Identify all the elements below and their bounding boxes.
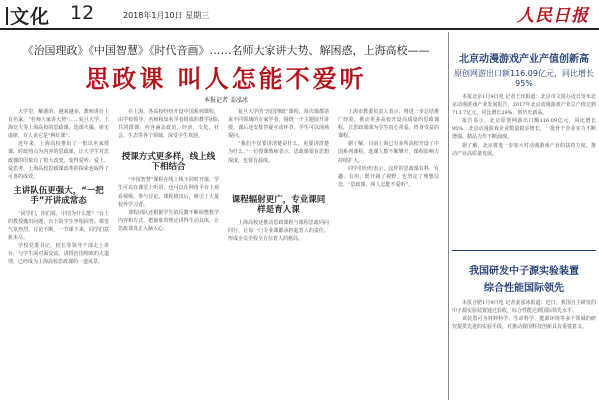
- section-name: [6, 2, 50, 29]
- article-column-3: [228, 108, 329, 398]
- article-body: [8, 108, 440, 398]
- section-label: 文化: [10, 6, 51, 28]
- paragraph: “同学们，你们说，中国为什么能？”台上的教授抛出问题，台下的学生争相回答。课堂气氛热烈，讨论不断，一节课下来，同学们意犹未尽。: [8, 210, 109, 242]
- newspaper-logo: 人民日报: [517, 6, 589, 26]
- paragraph: 复旦大学的“治国理政”课程，每次课都请来不同领域的专家学者，围绕一个主题展开讲授，课后还安排答疑互动环节，学生可以现场提问。: [228, 109, 329, 140]
- article-headline: 思政课 叫人怎能不爱听: [85, 65, 367, 93]
- paragraph: “中国智慧”课程在线上线下同时开课，学生可以在课堂上听讲，也可以在网络平台上观看视频、参与讨论。课程推出后，吸引了大量校外学习者。: [118, 177, 219, 208]
- sidebar-article-science: [452, 262, 596, 399]
- article-deck: 《治国理政》《中国智慧》《时代音画》……名师大家讲大势、解困惑，上海高校——: [22, 44, 430, 57]
- paragraph: 上海高校还推动思政课程与课程思政同向同行，让每一门专业课都承担起育人的责任，形成全员全程全方位育人的格局。: [228, 219, 329, 242]
- sidebar-title-line2: 综合性能国际领先: [484, 283, 564, 294]
- subheading: 课程辐射更广，专业课同样是育人课: [231, 194, 326, 215]
- masthead: [0, 0, 599, 28]
- subheading: 主讲队伍更强大，“一把手”开讲成常态: [13, 185, 104, 206]
- paragraph: 课程团队还根据学生的反馈不断调整教学内容和方式，把抽象的理论讲得生动具体，让思政课真正入脑入心。: [118, 209, 219, 232]
- issue-date: 2018年1月10日 星期三: [123, 11, 210, 20]
- paragraph: “我们不仅要讲清楚是什么，更要讲清楚为什么。”一位授课教师表示，思政课要有思想深度，也要有温度。: [228, 141, 329, 164]
- sidebar-body: [452, 299, 596, 399]
- paragraph: 据了解，目前上海已有多所高校开设了中国系列课程，选课人数不断攀升，课程影响力持续扩大。: [338, 141, 439, 164]
- paragraph: 该装置可为材料科学、生命科学、能源环境等多个领域的研究提供先进的实验手段，对推动我国科技创新具有重要意义。: [452, 316, 596, 331]
- paragraph: 在上海，各高校纷纷开设中国系列课程，由学校领导、名师和知名学者组成的教学团队共同授课，内容涵盖政治、经济、文化、社会、生态等各个领域，深受学生欢迎。: [118, 109, 219, 140]
- page-number: 12: [70, 2, 95, 24]
- article-byline: 本报记者 姜泓冰: [204, 97, 248, 104]
- paragraph: 上海市教委负责人表示，将进一步总结推广经验，推动更多高校开设高质量的思政课程，让思政课成为学生真心喜爱、终身受益的课程。: [338, 109, 439, 140]
- paragraph: 本报北京1月9日电 记者王珏报道：北京市文资办近日发布北京动漫游戏产业发展报告，2017年北京动漫游戏产业总产值达到713.7亿元，同比增长29%，创历史新高。: [452, 94, 596, 117]
- sidebar-article-animation: [452, 50, 596, 263]
- paragraph: 同学们纷纷表示，这样的思政课有料、有趣、有用，既开阔了视野，也坚定了理想信念，“思政课，叫人怎能不爱听”。: [338, 165, 439, 188]
- sidebar-title: 北京动漫游戏产业产值创新高: [459, 54, 589, 65]
- paragraph: 近年来，上海高校推出了一批以名家授课、时政热点为内容的思政课，让大学生对思政课的印象有了很大改变，变得爱听、爱上、爱思考，上海高校思政课改革的探索也取得了可喜的成效。: [8, 141, 109, 180]
- subheading: 授课方式更多样，线上线下相结合: [121, 152, 216, 173]
- sidebar-subtitle: 原创网游出口额116.09亿元，同比增长95%: [454, 69, 594, 88]
- sidebar-body: [452, 93, 596, 263]
- column-divider: [448, 32, 449, 400]
- paragraph: 本报合肥1月9日电 记者姜泓冰报道：近日，我国自主研发的中子源实验装置通过验收，综合性能达到国际领先水平。: [452, 300, 596, 315]
- section-bar: [6, 7, 8, 25]
- paragraph: 大学里，解惑的，越来越多，教师讲台上有名家，“名师大家讲大势”……复旦大学、上海交大等上海高校的思政课，选课火爆，座无虚席，有人说它是“网红课”。: [8, 109, 109, 140]
- article-column-1: [8, 108, 109, 398]
- masthead-rule: [0, 28, 599, 30]
- sidebar-title: 我国研发中子源实验装置: [469, 266, 579, 277]
- article-column-4: [338, 108, 439, 398]
- paragraph: 学校党委书记、校长等领导干部走上讲台，与学生面对面交流，讲授治国理政的大道理，已经成为上海高校思政课的一道风景。: [8, 243, 109, 266]
- article-column-2: [118, 108, 219, 398]
- paragraph: 报告显示，北京原创网游出口额116.09亿元，同比增长95%。北京动漫游戏企业数量稳步增长，一批骨干企业实力不断增强，精品力作不断涌现。: [452, 118, 596, 141]
- sidebar-separator: [452, 250, 596, 251]
- paragraph: 据了解，北京将进一步加大对动漫游戏产业的扶持力度，推动产业高质量发展。: [452, 142, 596, 157]
